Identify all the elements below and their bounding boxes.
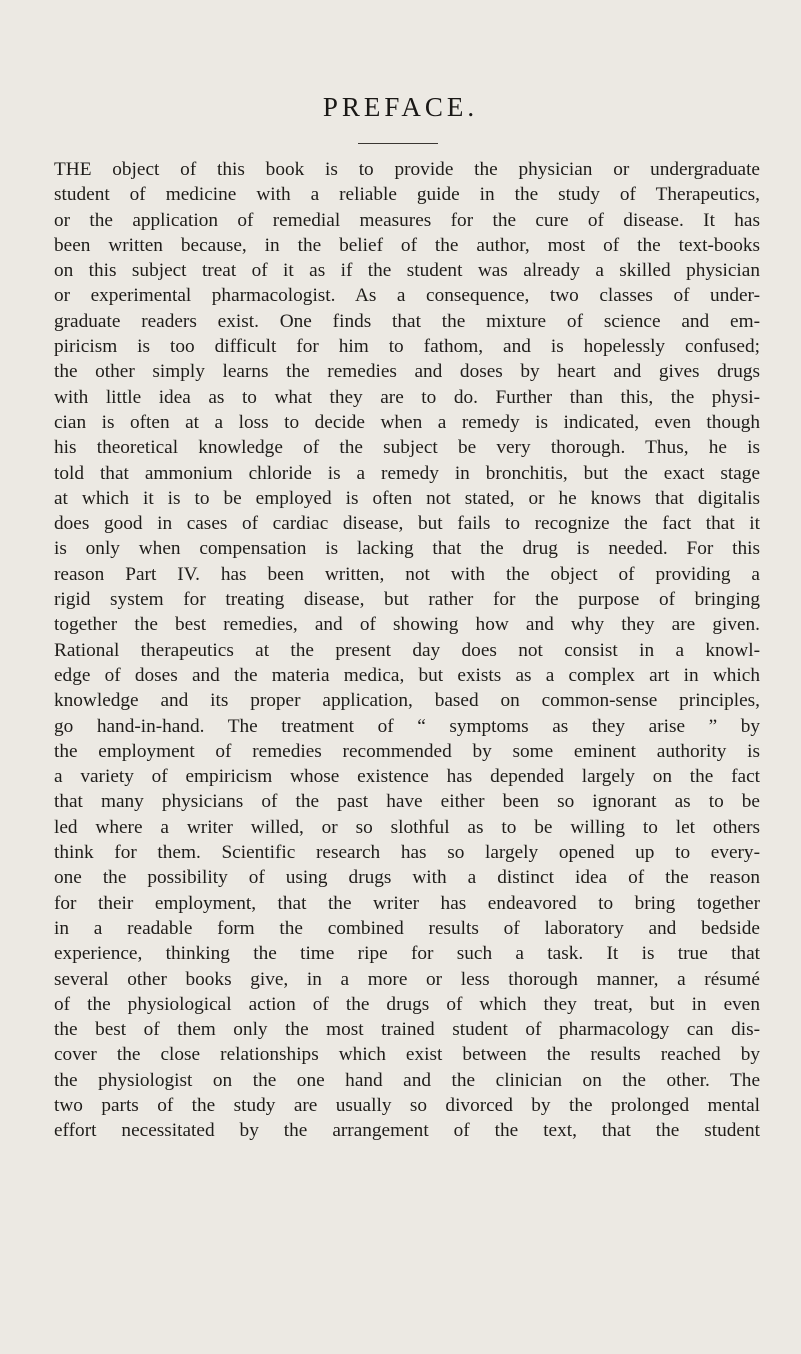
text-line: the physiologist on the one hand and the clinician on the other. The — [54, 1069, 760, 1091]
text-line: experience, thinking the time ripe for such a task. It is true that — [54, 943, 760, 965]
text-line: effort necessitated by the arrangement of the text, that the student — [54, 1120, 760, 1142]
title-rule — [358, 143, 438, 144]
text-line: two parts of the study are usually so divorced by the prolonged mental — [54, 1094, 760, 1116]
text-line: or the application of remedial measures for the cure of disease. It has — [54, 209, 760, 231]
text-line: that many physicians of the past have either been so ignorant as to be — [54, 791, 760, 813]
text-line: or experimental pharmacologist. As a consequence, two classes of under- — [54, 285, 760, 307]
text-line: reason Part IV. has been written, not with the object of providing a — [54, 563, 760, 585]
text-line: cian is often at a loss to decide when a remedy is indicated, even though — [54, 411, 760, 433]
text-line: at which it is to be employed is often not stated, or he knows that digitalis — [54, 487, 760, 509]
text-line: with little idea as to what they are to do. Further than this, the physi- — [54, 386, 760, 408]
text-line: the employment of remedies recommended by some eminent authority is — [54, 740, 760, 762]
text-line: one the possibility of using drugs with a distinct idea of the reason — [54, 867, 760, 889]
text-line: THE object of this book is to provide the physician or undergraduate — [54, 159, 760, 180]
text-line: for their employment, that the writer has endeavored to bring together — [54, 892, 760, 914]
preface-body — [54, 157, 760, 1144]
text-line: several other books give, in a more or less thorough manner, a résumé — [54, 968, 760, 990]
text-line: the other simply learns the remedies and doses by heart and gives drugs — [54, 361, 760, 383]
text-line: in a readable form the combined results of laboratory and bedside — [54, 917, 760, 939]
text-line: been written because, in the belief of the author, most of the text-books — [54, 234, 760, 256]
text-line: rigid system for treating disease, but rather for the purpose of bringing — [54, 589, 760, 611]
text-line: think for them. Scientific research has so largely opened up to every- — [54, 842, 760, 864]
text-line: a variety of empiricism whose existence has depended largely on the fact — [54, 766, 760, 788]
text-line: told that ammonium chloride is a remedy in bronchitis, but the exact stage — [54, 462, 760, 484]
text-line: piricism is too difficult for him to fathom, and is hopelessly confused; — [54, 336, 760, 358]
text-line: Rational therapeutics at the present day does not consist in a knowl- — [54, 639, 760, 661]
text-line: his theoretical knowledge of the subject be very thorough. Thus, he is — [54, 437, 760, 459]
text-line: graduate readers exist. One finds that the mixture of science and em- — [54, 310, 760, 332]
text-line: led where a writer willed, or so slothful as to be willing to let others — [54, 816, 760, 838]
text-line: of the physiological action of the drugs of which they treat, but in even — [54, 993, 760, 1015]
text-line: cover the close relationships which exist between the results reached by — [54, 1044, 760, 1066]
text-line: is only when compensation is lacking that the drug is needed. For this — [54, 538, 760, 560]
text-line: go hand-in-hand. The treatment of “ symptoms as they arise ” by — [54, 715, 760, 737]
text-line: on this subject treat of it as if the student was already a skilled physician — [54, 260, 760, 282]
text-line: the best of them only the most trained student of pharmacology can dis- — [54, 1019, 760, 1041]
text-line: together the best remedies, and of showing how and why they are given. — [54, 614, 760, 636]
text-line: edge of doses and the materia medica, but exists as a complex art in which — [54, 664, 760, 686]
text-line: does good in cases of cardiac disease, but fails to recognize the fact that it — [54, 513, 760, 535]
text-line: knowledge and its proper application, based on common-sense principles, — [54, 690, 760, 712]
page-title: PREFACE. — [322, 92, 479, 122]
text-line: student of medicine with a reliable guide in the study of Therapeutics, — [54, 184, 760, 206]
